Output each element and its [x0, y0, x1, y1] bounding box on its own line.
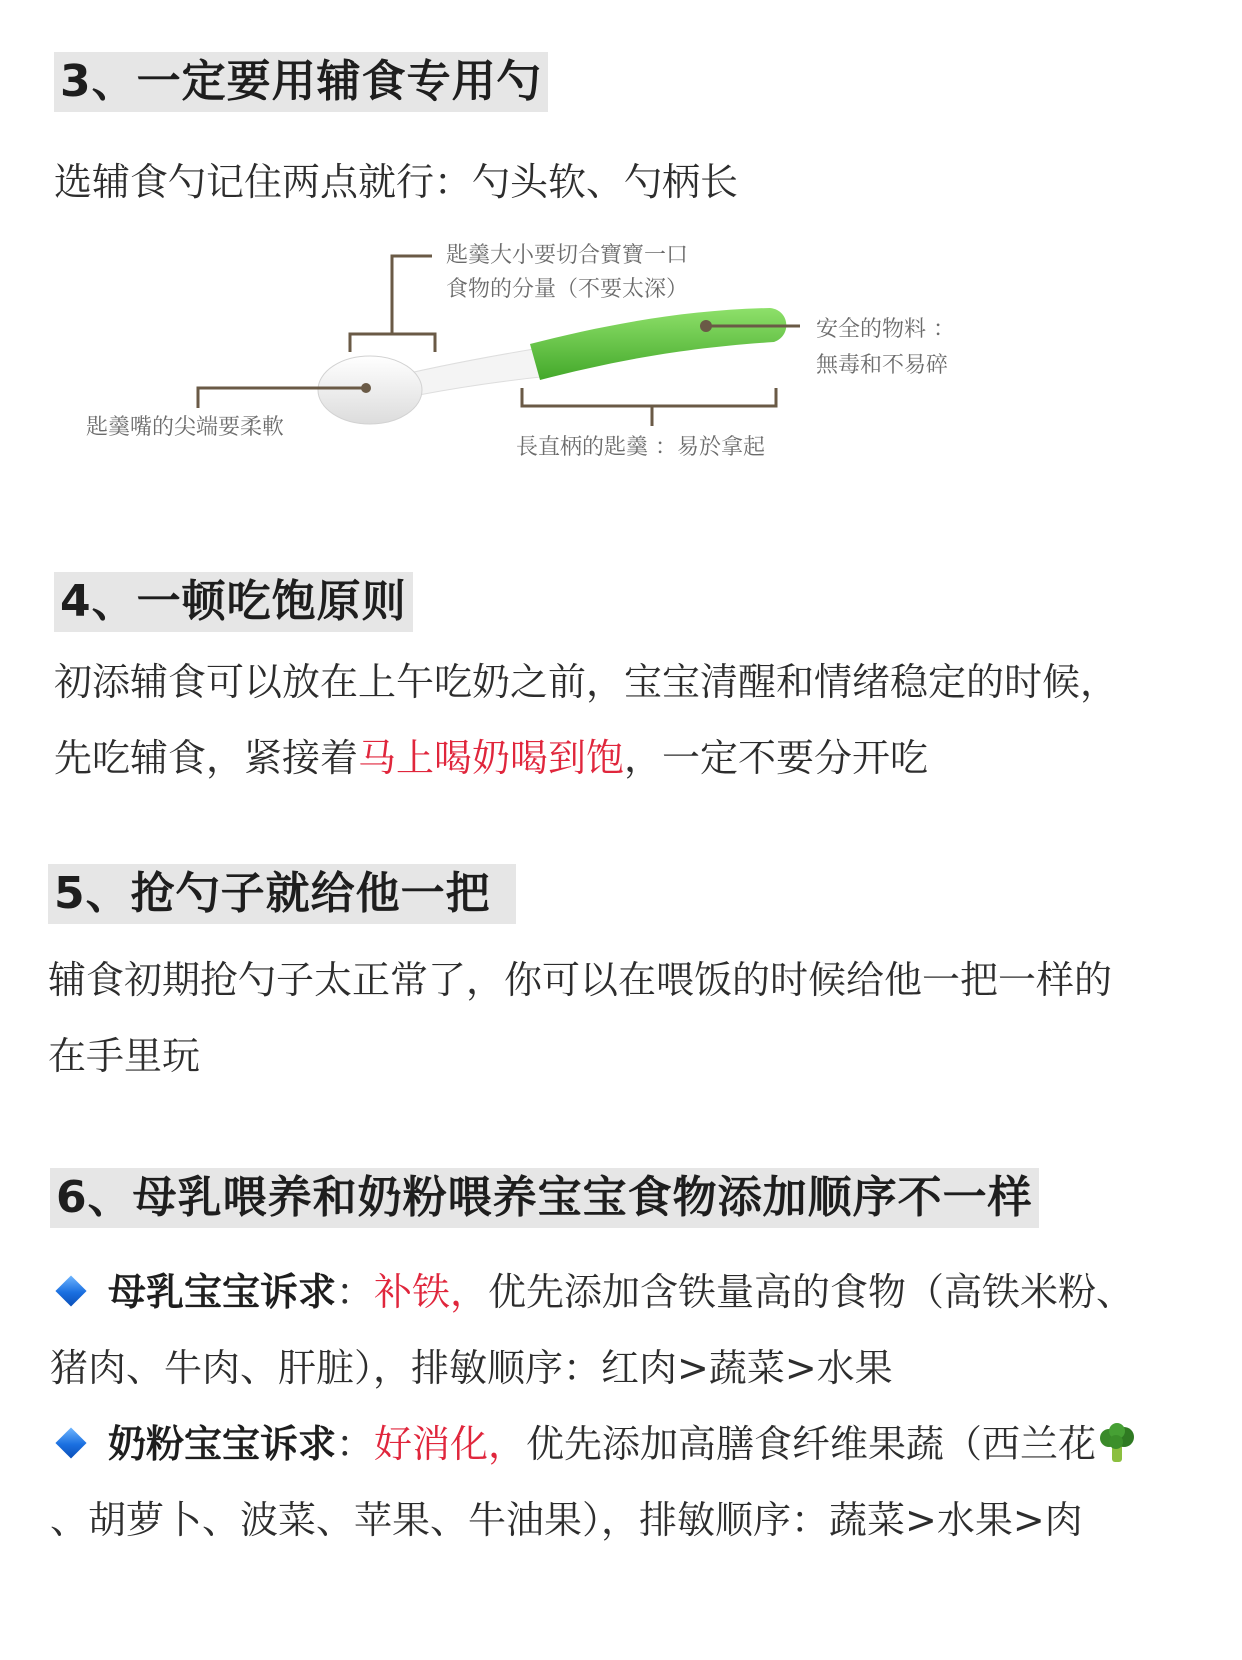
item1-label: 母乳宝宝诉求 [108, 1270, 337, 1314]
item1-colon: ： [336, 1270, 375, 1314]
label-top-1: 匙羹大小要切合寶寶一口 [446, 243, 689, 268]
section3-body: 选辅食勺记住两点就行：勺头软、勺柄长 [54, 160, 739, 204]
section5-line2: 在手里玩 [48, 1034, 201, 1078]
item1-highlight: 补铁， [374, 1270, 489, 1314]
item2-colon: ： [336, 1422, 375, 1466]
section4-highlight: 马上喝奶喝到饱 [358, 736, 625, 780]
section6-item2-line1 [44, 1404, 1138, 1484]
item2-highlight: 好消化， [374, 1422, 527, 1466]
blue-diamond-icon [55, 1275, 86, 1306]
section4-line2-pre: 先吃辅食，紧接着 [54, 736, 359, 780]
section4-heading: 4、一顿吃饱原则 [54, 572, 413, 632]
item1-rest: 优先添加含铁量高的食物（高铁米粉、 [488, 1270, 1135, 1314]
item2-rest: 优先添加高膳食纤维果蔬（西兰花 [526, 1422, 1097, 1466]
item2-label: 奶粉宝宝诉求 [108, 1422, 337, 1466]
section6-item2-line2: 、胡萝卜、波菜、苹果、牛油果），排敏顺序：蔬菜>水果>肉 [50, 1498, 1083, 1542]
label-left: 匙羹嘴的尖端要柔軟 [86, 415, 285, 440]
section3-heading: 3、一定要用辅食专用勺 [54, 52, 548, 112]
section4-line2-post: ，一定不要分开吃 [624, 736, 929, 780]
section4-line2 [54, 718, 928, 798]
section4-line1: 初添辅食可以放在上午吃奶之前，宝宝清醒和情绪稳定的时候， [54, 660, 1119, 704]
label-bottom: 長直柄的匙羹 ：易於拿起 [516, 435, 765, 460]
spoon-handle [530, 308, 786, 380]
broccoli-icon [1096, 1422, 1138, 1464]
section6-heading: 6、母乳喂养和奶粉喂养宝宝食物添加顺序不一样 [50, 1168, 1039, 1228]
label-right-1: 安全的物料 ： [816, 317, 955, 342]
label-top-2: 食物的分量（不要太深） [446, 277, 689, 302]
section6-item1-line2: 猪肉、牛肉、肝脏），排敏顺序：红肉>蔬菜>水果 [50, 1346, 893, 1390]
blue-diamond-icon [55, 1427, 86, 1458]
label-right-2: 無毒和不易碎 [816, 353, 949, 378]
spoon-diagram [80, 240, 1040, 500]
section5-line1: 辅食初期抢勺子太正常了，你可以在喂饭的时候给他一把一样的 [48, 958, 1113, 1002]
section5-heading: 5、抢勺子就给他一把 [48, 864, 516, 924]
section6-item1-line1 [44, 1252, 1134, 1332]
